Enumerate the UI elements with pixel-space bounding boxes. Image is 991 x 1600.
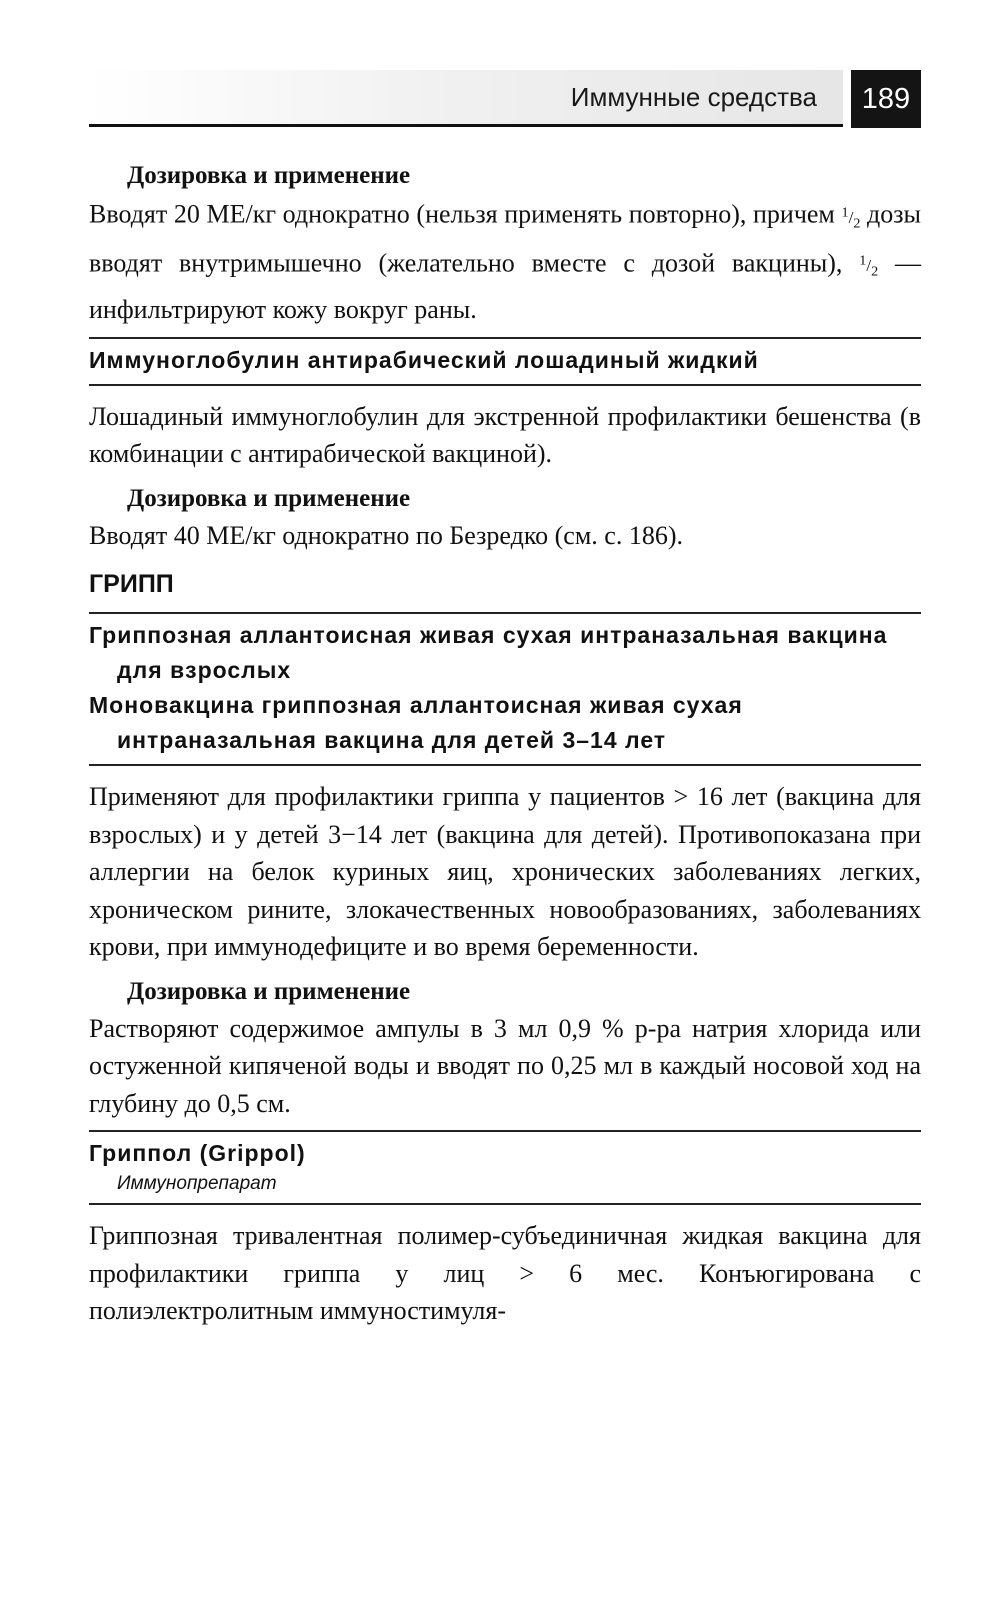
drug-name-3: Гриппол (Grippol)	[89, 1140, 306, 1167]
dosage-subheading-2: Дозировка и применение	[127, 484, 411, 512]
fraction-half-1: $^1/_2$	[841, 204, 861, 232]
dosage-text-1	[89, 194, 921, 329]
page-number: 189	[851, 70, 921, 128]
dosage-text-1c: — инфильтрируют кожу вокруг раны.	[89, 248, 921, 325]
fraction-half-2: $^1/_2$	[859, 252, 879, 280]
dosage-subheading-3: Дозировка и применение	[127, 977, 411, 1005]
book-page	[89, 70, 921, 1330]
drug-group-3: Иммунопрепарат	[117, 1173, 277, 1195]
drug-description-2: Применяют для профилактики гриппа у пациентов > 16 лет (вакцина для взрослых) и у детей 3−14 лет (вакцина для детей). Противопоказана при аллергии на белок куриных яиц, хронических заболеваниях легких, хроническом рините, злокачественных новообразованиях, заболеваниях крови, при иммунодефиците и во время беременности.	[89, 782, 921, 962]
drug-description-1: Лошадиный иммуноглобулин для экстренной профилактики бешенства (в комбинации с антирабической вакциной).	[89, 401, 921, 469]
drug-entry-1	[89, 337, 921, 386]
drug-name-2b: Моновакцина гриппозная аллантоисная живая сухая интраназальная вакцина для детей 3–14 лет	[89, 692, 743, 754]
drug-description-3: Гриппозная тривалентная полимер-субъединичная жидкая вакцина для профилактики гриппа у лиц > 6 мес. Конъюгирована с полиэлектролитным иммуностимуля-	[89, 1221, 921, 1326]
drug-entry-2	[89, 612, 921, 766]
drug-name-2a: Гриппозная аллантоисная живая сухая интраназальная вакцина для взрослых	[89, 622, 888, 684]
section-title: Иммунные средства	[570, 82, 817, 112]
dosage-text-1b: дозы вводят внутримышечно (желательно вместе с дозой вакцины),	[89, 199, 921, 278]
dosage-text-1a: Вводят 20 МЕ/кг однократно (нельзя применять повторно), причем	[89, 199, 842, 229]
drug-name-1: Иммуноглобулин антирабический лошадиный жидкий	[89, 346, 759, 373]
section-heading-flu: ГРИПП	[89, 570, 174, 599]
dosage-text-3: Растворяют содержимое ампулы в 3 мл 0,9 % р-ра натрия хлорида или остуженной кипяченой воды и вводят по 0,25 мл в каждый носовой ход на глубину до 0,5 см.	[89, 1013, 921, 1118]
dosage-subheading-1: Дозировка и применение	[127, 162, 411, 189]
running-header	[89, 70, 921, 128]
dosage-text-2: Вводят 40 МЕ/кг однократно по Безредко (см. с. 186).	[89, 520, 683, 550]
drug-entry-3	[89, 1130, 921, 1205]
